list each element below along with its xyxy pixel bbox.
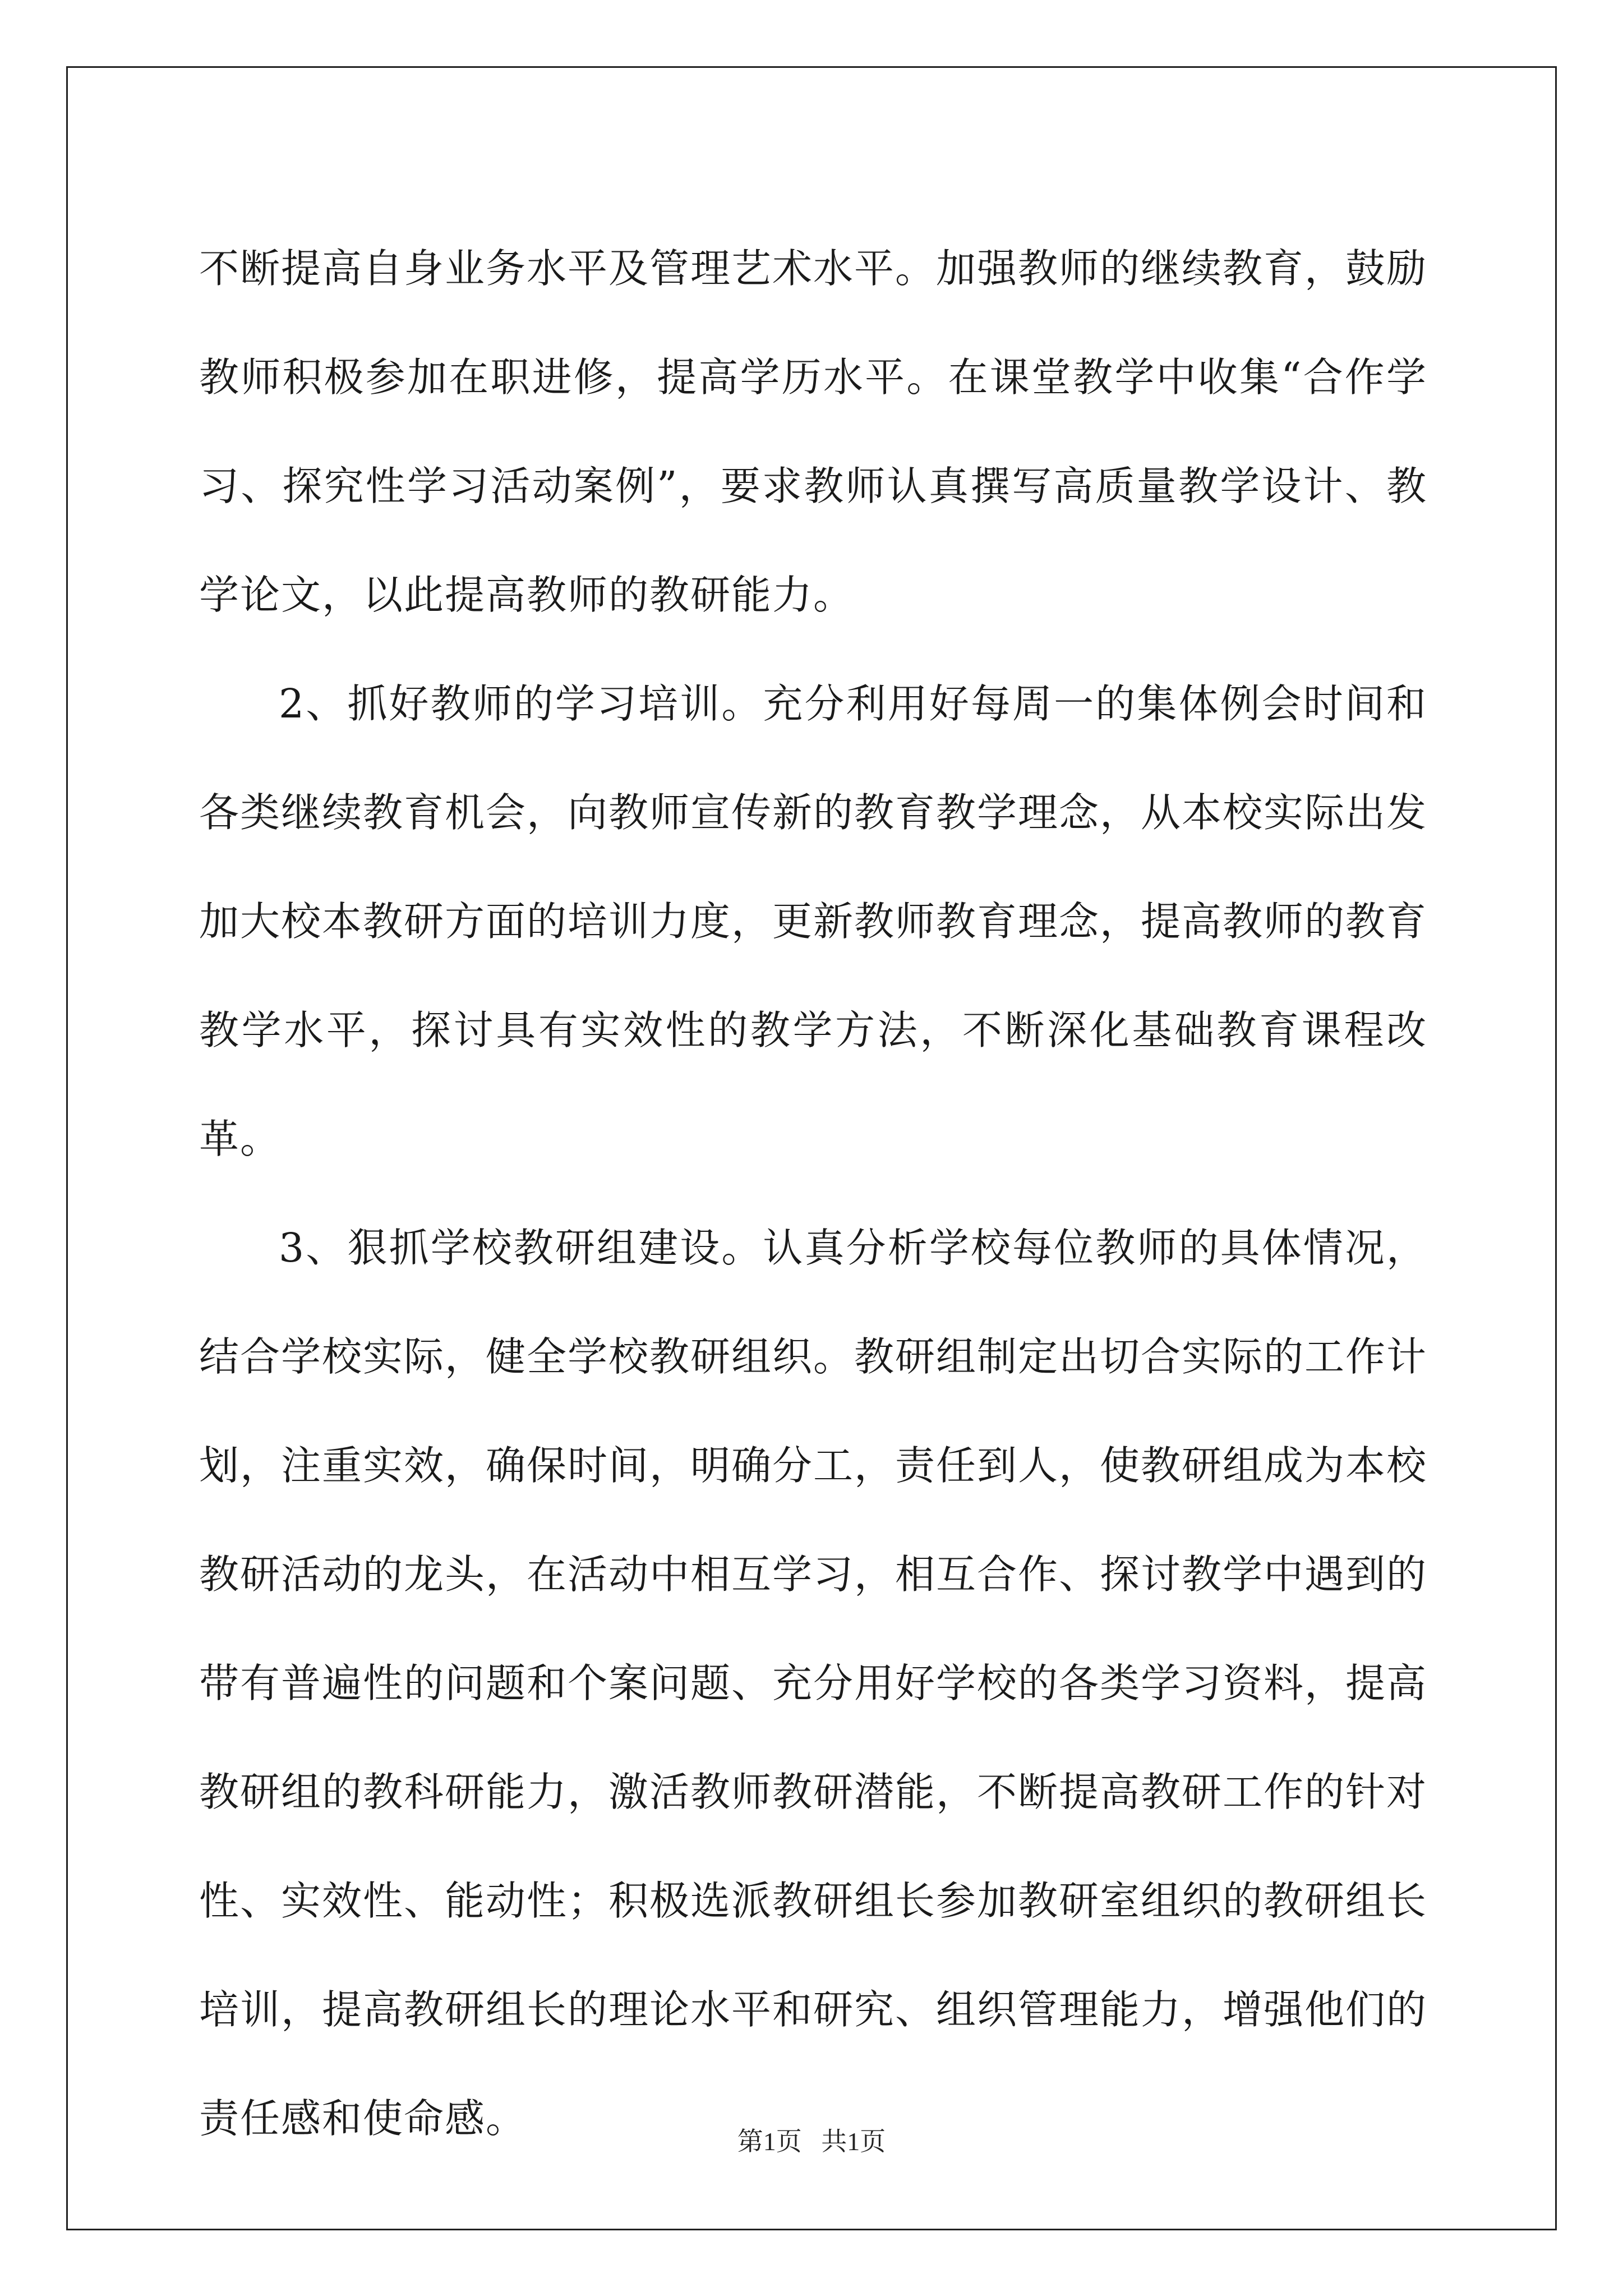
page-footer: [0, 2125, 1623, 2159]
page-total: 共1页: [821, 2127, 886, 2156]
page-number: 第1页: [737, 2127, 802, 2156]
paragraph-2: 2、抓好教师的学习培训。充分利用好每周一的集体例会时间和各类继续教育机会，向教师宣传新的教育教学理念，从本校实际出发加大校本教研方面的培训力度，更新教师教育理念，提高教师的教育教学水平，探讨具有实效性的教学方法，不断深化基础教育课程改革。: [199, 680, 1428, 1162]
paragraph-3: 3、狠抓学校教研组建设。认真分析学校每位教师的具体情况，结合学校实际，健全学校教研组织。教研组制定出切合实际的工作计划，注重实效，确保时间，明确分工，责任到人，使教研组成为本校教研活动的龙头，在活动中相互学习，相互合作、探讨教学中遇到的带有普遍性的问题和个案问题、充分用好学校的各类学习资料，提高教研组的教科研能力，激活教师教研潜能，不断提高教研工作的针对性、实效性、能动性；积极选派教研组长参加教研室组织的教研组长培训，提高教研组长的理论水平和研究、组织管理能力，增强他们的责任感和使命感。: [199, 1225, 1428, 2142]
document-body: [199, 214, 1427, 2173]
paragraph-1: 不断提高自身业务水平及管理艺术水平。加强教师的继续教育，鼓励教师积极参加在职进修，提高学历水平。在课堂教学中收集“合作学习、探究性学习活动案例”，要求教师认真撰写高质量教学设计、教学论文，以此提高教师的教研能力。: [199, 245, 1428, 618]
